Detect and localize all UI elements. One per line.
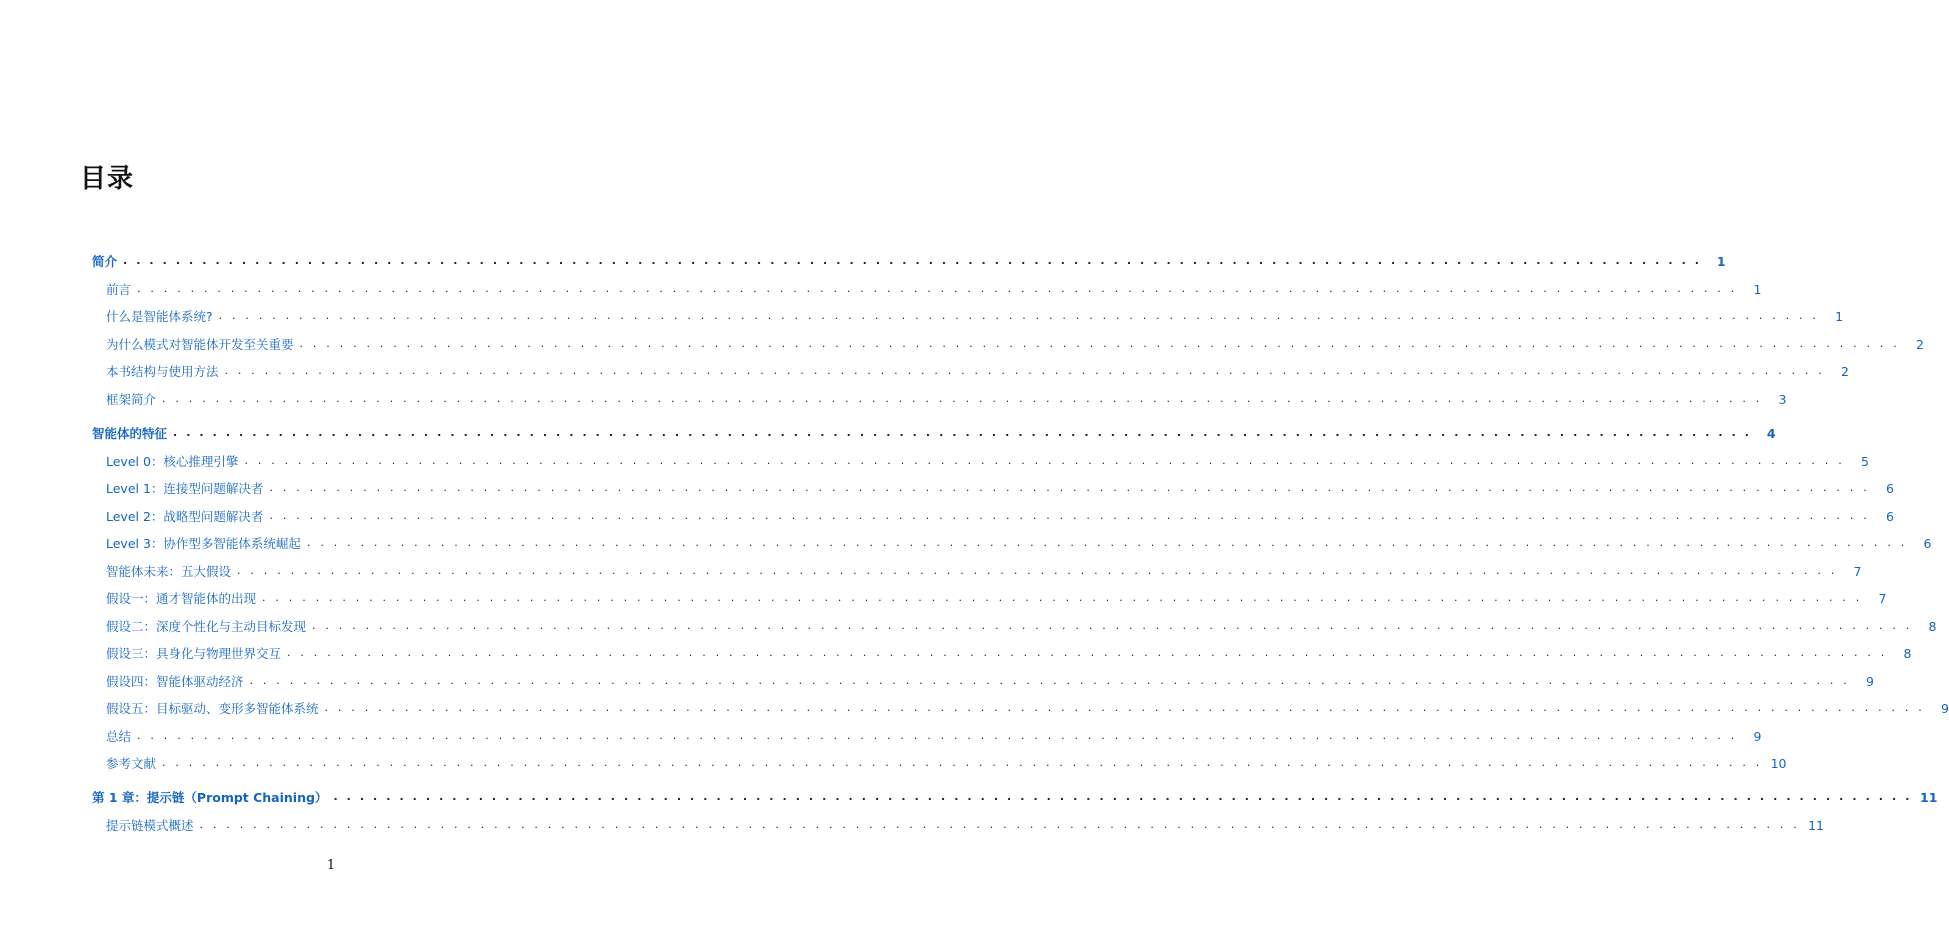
toc-dot-leader: . . . . . . . . . . . . . . . . . . . . . . . . . . . . . . . . . . . . . . . . . . . . . . . . . . . . . . . . . . . . . . . . . . . . . . . . . . . . . . . . . . . . . . . . . . . . . . . . . . . . . . . . . . . . . . . . . . . . . . . .	[224, 364, 1825, 377]
toc-entry-title: 假设五：目标驱动、变形多智能体系统	[106, 701, 319, 716]
toc-entry-title: 假设三：具身化与物理世界交互	[106, 646, 282, 661]
toc-entry-page: 11	[1808, 817, 1824, 833]
toc-dot-leader: . . . . . . . . . . . . . . . . . . . . . . . . . . . . . . . . . . . . . . . . . . . . . . . . . . . . . . . . . . . . . . . . . . . . . . . . . . . . . . . . . . . . . . . . . . . . . . . . . . . . . . . . . . . . . . . . . . . . . . . .	[244, 454, 1845, 467]
toc-entry-section[interactable]	[106, 643, 1912, 663]
toc-entry-page: 2	[1916, 336, 1924, 352]
toc-dot-leader: . . . . . . . . . . . . . . . . . . . . . . . . . . . . . . . . . . . . . . . . . . . . . . . . . . . . . . . . . . . . . . . . . . . . . . . . . . . . . . . . . . . . . . . . . . . . . . . . . . . . . . . . . . . . . . . . . . . . . . . .	[333, 790, 1913, 803]
toc-entry-page: 9	[1866, 673, 1874, 689]
toc-entry-title: 本书结构与使用方法	[106, 364, 219, 379]
toc-entry-page: 9	[1941, 700, 1949, 716]
toc-entry-section[interactable]	[106, 533, 1932, 553]
toc-entry-page: 6	[1885, 480, 1894, 496]
toc-entry-title: 前言	[106, 282, 132, 297]
toc-entry-page: 8	[1928, 618, 1937, 634]
toc-entry-section[interactable]	[106, 506, 1894, 526]
toc-entry-title: 第 1 章：提示链（Prompt Chaining）	[92, 790, 328, 805]
toc-entry-section[interactable]	[106, 671, 1874, 691]
page-number: 1	[326, 858, 336, 873]
toc-entry-page: 4	[1766, 425, 1776, 441]
toc-entry-section[interactable]	[106, 815, 1824, 835]
toc-entry-title: 智能体未来：五大假设	[106, 564, 232, 579]
toc-entry-section[interactable]	[106, 389, 1787, 409]
toc-entry-title: Level 3：协作型多智能体系统崛起	[106, 536, 301, 551]
toc-entry-section[interactable]	[106, 698, 1949, 718]
toc-entry-section[interactable]	[106, 306, 1844, 326]
toc-dot-leader: . . . . . . . . . . . . . . . . . . . . . . . . . . . . . . . . . . . . . . . . . . . . . . . . . . . . . . . . . . . . . . . . . . . . . . . . . . . . . . . . . . . . . . . . . . . . . . . . . . . . . . . . . . . . . . . . . . . . . . . .	[173, 426, 1752, 439]
toc-entry-title: 什么是智能体系统?	[106, 309, 213, 324]
toc-entry-title: 简介	[92, 254, 118, 269]
toc-dot-leader: . . . . . . . . . . . . . . . . . . . . . . . . . . . . . . . . . . . . . . . . . . . . . . . . . . . . . . . . . . . . . . . . . . . . . . . . . . . . . . . . . . . . . . . . . . . . . . . . . . . . . . . . . . . . . . . . . . . . . . . .	[123, 254, 1702, 267]
toc-entry-page: 1	[1716, 253, 1726, 269]
toc-entry-section[interactable]	[106, 726, 1762, 746]
toc-dot-leader: . . . . . . . . . . . . . . . . . . . . . . . . . . . . . . . . . . . . . . . . . . . . . . . . . . . . . . . . . . . . . . . . . . . . . . . . . . . . . . . . . . . . . . . . . . . . . . . . . . . . . . . . . . . . . . . . . . . . . . . .	[199, 818, 1800, 831]
toc-dot-leader: . . . . . . . . . . . . . . . . . . . . . . . . . . . . . . . . . . . . . . . . . . . . . . . . . . . . . . . . . . . . . . . . . . . . . . . . . . . . . . . . . . . . . . . . . . . . . . . . . . . . . . . . . . . . . . . . . . . . . . . .	[249, 674, 1850, 687]
toc-entry-page: 2	[1841, 363, 1849, 379]
toc-dot-leader: . . . . . . . . . . . . . . . . . . . . . . . . . . . . . . . . . . . . . . . . . . . . . . . . . . . . . . . . . . . . . . . . . . . . . . . . . . . . . . . . . . . . . . . . . . . . . . . . . . . . . . . . . . . . . . . . . . . . . . . .	[262, 591, 1863, 604]
toc-entry-section[interactable]	[106, 451, 1869, 471]
toc-entry-section[interactable]	[106, 588, 1887, 608]
toc-entry-title: 为什么模式对智能体开发至关重要	[106, 337, 294, 352]
toc-entry-title: 提示链模式概述	[106, 818, 194, 833]
toc-entry-title: 总结	[106, 729, 132, 744]
toc-entry-title: Level 2：战略型问题解决者	[106, 509, 264, 524]
toc-entry-title: Level 0：核心推理引擎	[106, 454, 239, 469]
toc-entry-title: 智能体的特征	[92, 426, 168, 441]
toc-entry-title: Level 1：连接型问题解决者	[106, 481, 264, 496]
toc-dot-leader: . . . . . . . . . . . . . . . . . . . . . . . . . . . . . . . . . . . . . . . . . . . . . . . . . . . . . . . . . . . . . . . . . . . . . . . . . . . . . . . . . . . . . . . . . . . . . . . . . . . . . . . . . . . . . . . . . . . . . . . .	[306, 536, 1908, 549]
page-title: 目录	[80, 164, 135, 194]
toc-entry-page: 3	[1778, 391, 1787, 407]
toc-entry-page: 1	[1753, 281, 1762, 297]
toc-entry-page: 8	[1903, 645, 1912, 661]
toc-entry-section[interactable]	[106, 561, 1862, 581]
toc-entry-page: 11	[1920, 789, 1938, 805]
toc-entry-section[interactable]	[106, 616, 1937, 636]
toc-entry-section[interactable]	[106, 361, 1849, 381]
toc-entry-title: 假设二：深度个性化与主动目标发现	[106, 619, 307, 634]
toc-entry-section[interactable]	[106, 753, 1787, 773]
toc-entry-chapter[interactable]	[92, 787, 1938, 807]
toc-entry-section[interactable]	[106, 478, 1894, 498]
toc-entry-chapter[interactable]	[92, 423, 1776, 443]
toc-dot-leader: . . . . . . . . . . . . . . . . . . . . . . . . . . . . . . . . . . . . . . . . . . . . . . . . . . . . . . . . . . . . . . . . . . . . . . . . . . . . . . . . . . . . . . . . . . . . . . . . . . . . . . . . . . . . . . . . . . . . . . . .	[237, 564, 1838, 577]
toc-dot-leader: . . . . . . . . . . . . . . . . . . . . . . . . . . . . . . . . . . . . . . . . . . . . . . . . . . . . . . . . . . . . . . . . . . . . . . . . . . . . . . . . . . . . . . . . . . . . . . . . . . . . . . . . . . . . . . . . . . . . . . . .	[299, 337, 1900, 350]
toc-dot-leader: . . . . . . . . . . . . . . . . . . . . . . . . . . . . . . . . . . . . . . . . . . . . . . . . . . . . . . . . . . . . . . . . . . . . . . . . . . . . . . . . . . . . . . . . . . . . . . . . . . . . . . . . . . . . . . . . . . . . . . . .	[287, 646, 1888, 659]
toc-dot-leader: . . . . . . . . . . . . . . . . . . . . . . . . . . . . . . . . . . . . . . . . . . . . . . . . . . . . . . . . . . . . . . . . . . . . . . . . . . . . . . . . . . . . . . . . . . . . . . . . . . . . . . . . . . . . . . . . . . . . . . . .	[269, 509, 1870, 522]
toc-dot-leader: . . . . . . . . . . . . . . . . . . . . . . . . . . . . . . . . . . . . . . . . . . . . . . . . . . . . . . . . . . . . . . . . . . . . . . . . . . . . . . . . . . . . . . . . . . . . . . . . . . . . . . . . . . . . . . . . . . . . . . . .	[137, 729, 1738, 742]
toc-entry-page: 6	[1885, 508, 1894, 524]
toc-dot-leader: . . . . . . . . . . . . . . . . . . . . . . . . . . . . . . . . . . . . . . . . . . . . . . . . . . . . . . . . . . . . . . . . . . . . . . . . . . . . . . . . . . . . . . . . . . . . . . . . . . . . . . . . . . . . . . . . . . . . . . . .	[137, 282, 1738, 295]
toc-entry-title: 框架简介	[106, 392, 157, 407]
toc-entry-title: 假设一：通才智能体的出现	[106, 591, 257, 606]
toc-entry-page: 7	[1853, 563, 1862, 579]
toc-dot-leader: . . . . . . . . . . . . . . . . . . . . . . . . . . . . . . . . . . . . . . . . . . . . . . . . . . . . . . . . . . . . . . . . . . . . . . . . . . . . . . . . . . . . . . . . . . . . . . . . . . . . . . . . . . . . . . . . . . . . . . . .	[269, 481, 1870, 494]
toc-entry-page: 7	[1878, 590, 1887, 606]
toc-entry-page: 10	[1770, 755, 1787, 771]
toc-entry-page: 1	[1835, 308, 1844, 324]
toc-entry-page: 9	[1753, 728, 1762, 744]
toc-dot-leader: . . . . . . . . . . . . . . . . . . . . . . . . . . . . . . . . . . . . . . . . . . . . . . . . . . . . . . . . . . . . . . . . . . . . . . . . . . . . . . . . . . . . . . . . . . . . . . . . . . . . . . . . . . . . . . . . . . . . . . . .	[218, 309, 1820, 322]
toc-entry-title: 参考文献	[106, 756, 157, 771]
toc-entry-section[interactable]	[106, 334, 1924, 354]
toc-dot-leader: . . . . . . . . . . . . . . . . . . . . . . . . . . . . . . . . . . . . . . . . . . . . . . . . . . . . . . . . . . . . . . . . . . . . . . . . . . . . . . . . . . . . . . . . . . . . . . . . . . . . . . . . . . . . . . . . . . . . . . . .	[324, 701, 1925, 714]
toc-entry-title: 假设四：智能体驱动经济	[106, 674, 244, 689]
toc-entry-page: 5	[1860, 453, 1869, 469]
toc-entry-section[interactable]	[106, 279, 1762, 299]
toc-dot-leader: . . . . . . . . . . . . . . . . . . . . . . . . . . . . . . . . . . . . . . . . . . . . . . . . . . . . . . . . . . . . . . . . . . . . . . . . . . . . . . . . . . . . . . . . . . . . . . . . . . . . . . . . . . . . . . . . . . . . . . . .	[312, 619, 1913, 632]
toc-dot-leader: . . . . . . . . . . . . . . . . . . . . . . . . . . . . . . . . . . . . . . . . . . . . . . . . . . . . . . . . . . . . . . . . . . . . . . . . . . . . . . . . . . . . . . . . . . . . . . . . . . . . . . . . . . . . . . . . . . . . . . . .	[162, 392, 1763, 405]
toc-entry-chapter[interactable]	[92, 251, 1726, 271]
toc-dot-leader: . . . . . . . . . . . . . . . . . . . . . . . . . . . . . . . . . . . . . . . . . . . . . . . . . . . . . . . . . . . . . . . . . . . . . . . . . . . . . . . . . . . . . . . . . . . . . . . . . . . . . . . . . . . . . . . . . . . . . . . .	[162, 756, 1763, 769]
toc-entry-page: 6	[1923, 535, 1932, 551]
